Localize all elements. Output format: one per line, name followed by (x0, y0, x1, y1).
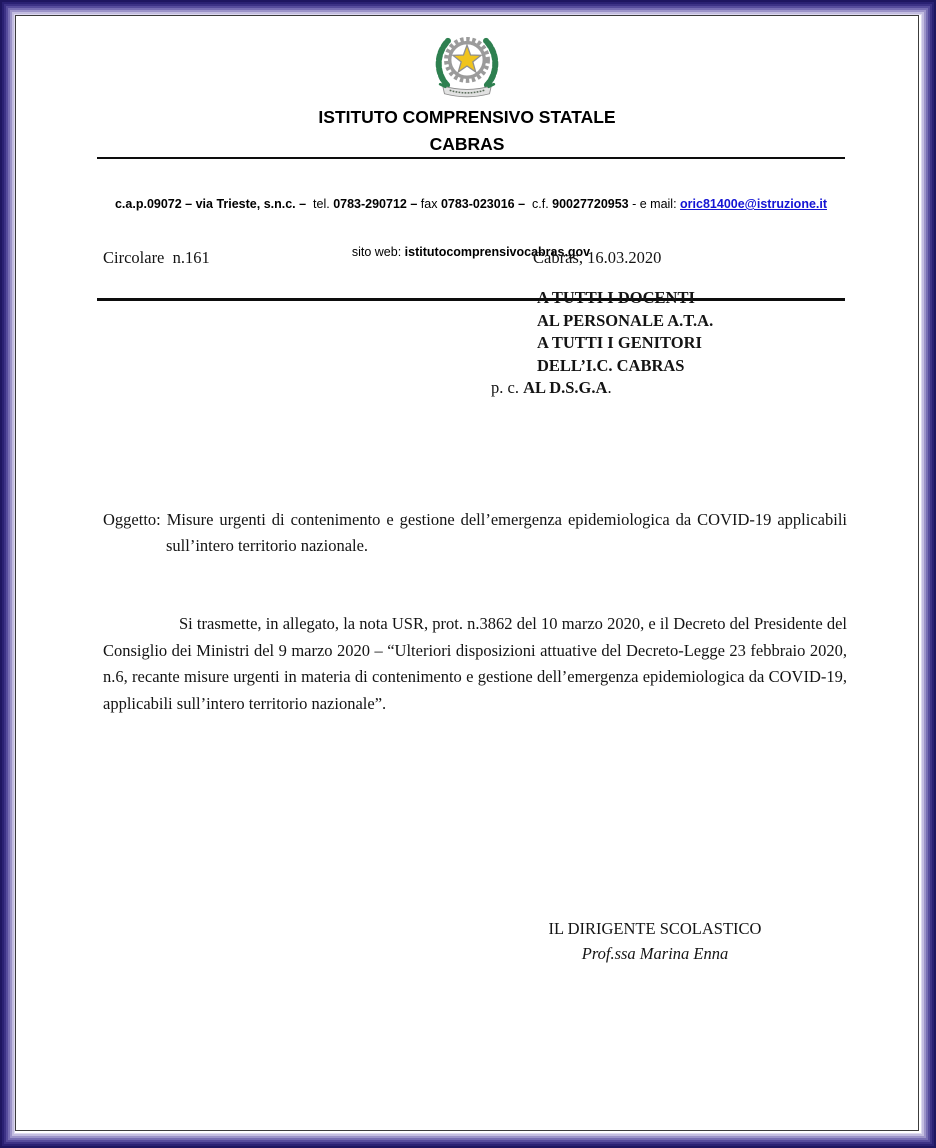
signature-name: Prof.ssa Marina Enna (581, 944, 729, 963)
document-page (15, 15, 919, 1131)
tel-label: tel. (313, 197, 334, 211)
site-url: istitutocomprensivocabras.gov (404, 245, 591, 259)
italian-republic-emblem-icon (428, 29, 506, 108)
pc-recipient: AL D.S.G.A (523, 378, 608, 397)
masthead-contact (97, 157, 845, 301)
tel-number: 0783-290712 – (333, 197, 421, 211)
contact-address: c.a.p.09072 – via Trieste, s.n.c. – (114, 197, 314, 211)
recipient-pc-line (491, 377, 713, 400)
fax-number: 0783-023016 – (440, 197, 532, 211)
place-date: Cabras, 16.03.2020 (533, 248, 662, 267)
signature-role: IL DIRIGENTE SCOLASTICO (548, 919, 762, 938)
school-name: ISTITUTO COMPRENSIVO STATALE (318, 107, 616, 127)
recipient-line: AL PERSONALE A.T.A. (537, 310, 714, 330)
school-city: CABRAS (429, 134, 505, 154)
school-title-block (16, 104, 918, 158)
subject-paragraph: Oggetto: Misure urgenti di contenimento e gestione dell’emergenza epidemiologica da COVID-19 applicabili sull’intero territorio nazionale. (103, 510, 847, 555)
signature-block (490, 916, 820, 966)
recipient-line: A TUTTI I GENITORI (537, 333, 702, 352)
cf-label: c.f. (532, 197, 553, 211)
recipient-line: DELL’I.C. CABRAS (537, 355, 685, 375)
recipient-line: A TUTTI I DOCENTI (537, 288, 695, 307)
pc-prefix: p. c. (491, 378, 524, 397)
circolare-number: Circolare n.161 (103, 248, 210, 267)
email-label: - e mail: (632, 197, 681, 211)
cf-number: 90027720953 (552, 197, 633, 211)
email-link[interactable]: oric81400e@istruzione.it (680, 197, 828, 211)
body-paragraph: Si trasmette, in allegato, la nota USR, prot. n.3862 del 10 marzo 2020, e il Decreto del Presidente del Consiglio dei Ministri del 9 marzo 2020 – “Ulteriori disposizioni attuative del Decreto-Legge 23 febbraio 2020, n.6, recante misure urgenti in materia di contenimento e gestione dell’emergenza epidemiologica da COVID-19, applicabili sull’intero territorio nazionale”. (103, 614, 847, 713)
contact-line (97, 196, 845, 212)
recipients-block (491, 287, 714, 400)
site-label: sito web: (351, 245, 405, 259)
fax-label: fax (420, 197, 441, 211)
pc-suffix: . (607, 378, 612, 397)
